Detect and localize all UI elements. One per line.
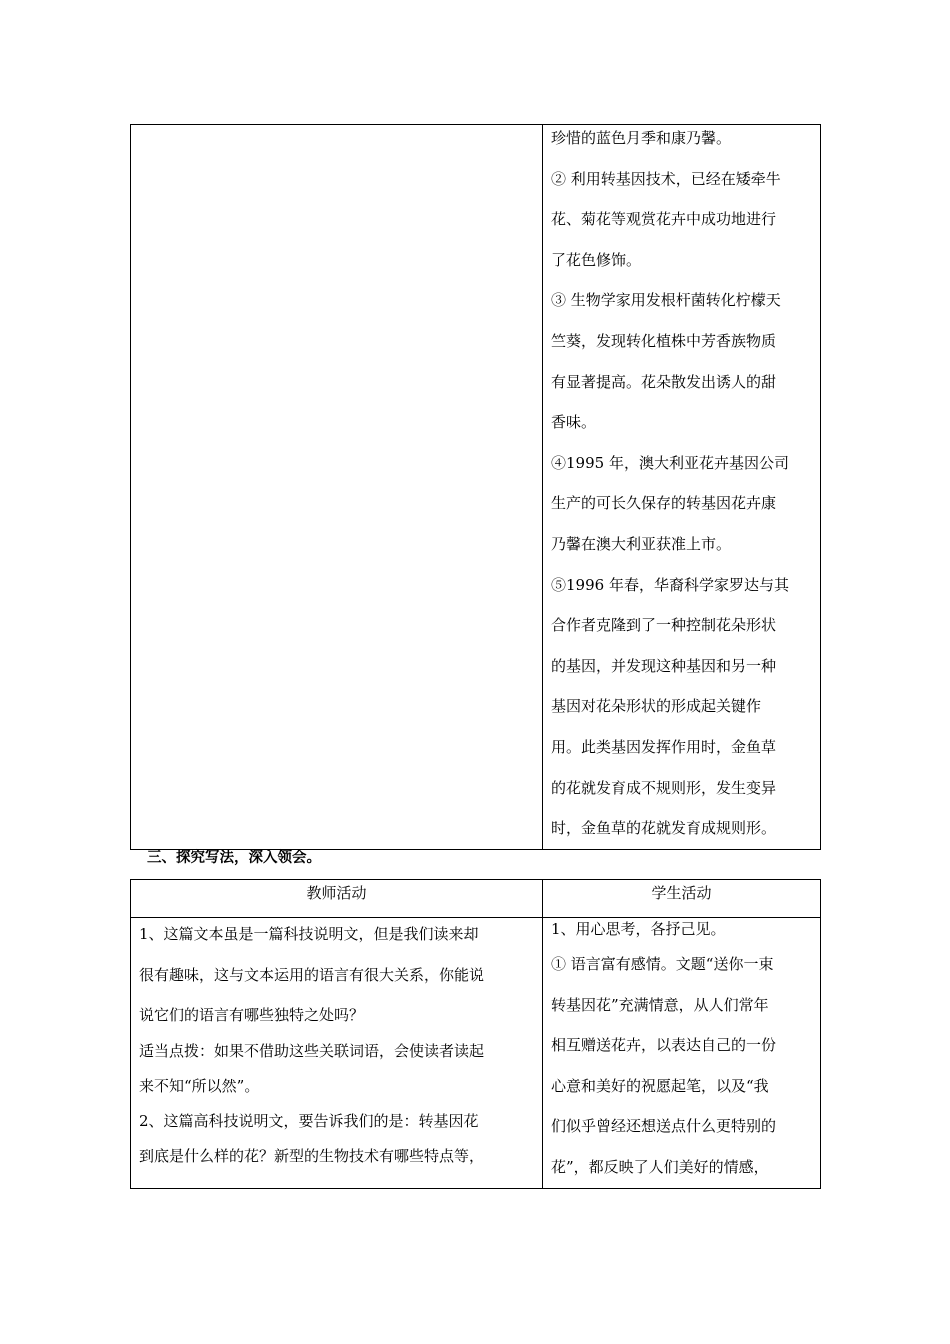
activity-table [130, 879, 821, 1189]
text-line: 很有趣味，这与文本运用的语言有很大关系，你能说 [139, 965, 485, 984]
text-line: ① 语言富有感情。文题“送你一束 [551, 955, 774, 973]
text-line: 生产的可长久保存的转基因花卉康 [551, 494, 777, 513]
text-line: 1、这篇文本虽是一篇科技说明文，但是我们读来却 [139, 925, 479, 943]
student-activity-cell [543, 125, 821, 850]
text-line: 花”，都反映了人们美好的情感， [551, 1157, 769, 1176]
teacher-activity-cell [131, 125, 543, 850]
text-line: 转基因花”充满情意，从人们常年 [551, 995, 769, 1014]
text-line: 竺葵，发现转化植株中芳香族物质 [551, 331, 777, 350]
text-line: 说它们的语言有哪些独特之处吗？ [139, 1006, 365, 1025]
text-line: 时，金鱼草的花就发育成规则形。 [551, 819, 777, 838]
text-line: 合作者克隆到了一种控制花朵形状 [551, 616, 777, 635]
text-line: 适当点拨：如果不借助这些关联词语，会使读者读起 [139, 1041, 485, 1060]
text-line: 1、用心思考，各抒己见。 [551, 920, 726, 938]
teacher-activity-header: 教师活动 [131, 880, 543, 918]
text-line: 有显著提高。花朵散发出诱人的甜 [551, 372, 777, 391]
text-line: 心意和美好的祝愿起笔，以及“我 [551, 1076, 769, 1095]
text-line: 到底是什么样的花？新型的生物技术有哪些特点等， [139, 1147, 485, 1166]
text-line: 珍惜的蓝色月季和康乃馨。 [551, 129, 732, 147]
text-line: 了花色修饰。 [551, 250, 642, 269]
text-line: 相互赠送花卉，以表达自己的一份 [551, 1036, 777, 1055]
text-line: 的基因，并发现这种基因和另一种 [551, 656, 777, 675]
text-line: 2、这篇高科技说明文，要告诉我们的是：转基因花 [139, 1112, 479, 1131]
teacher-activity-cell [131, 918, 543, 1189]
student-activity-cell [543, 918, 821, 1189]
text-line: ④1995 年，澳大利亚花卉基因公司 [551, 453, 789, 472]
text-line: 们似乎曾经还想送点什么更特别的 [551, 1117, 777, 1136]
text-line: ⑤1996 年春，华裔科学家罗达与其 [551, 575, 789, 594]
text-line: 基因对花朵形状的形成起关键作 [551, 697, 762, 716]
student-activity-header: 学生活动 [543, 880, 821, 918]
text-line: 用。此类基因发挥作用时，金鱼草 [551, 737, 777, 756]
text-line: ② 利用转基因技术，已经在矮牵牛 [551, 169, 781, 188]
text-line: 乃馨在澳大利亚获准上市。 [551, 534, 732, 553]
text-line: 香味。 [551, 413, 597, 432]
section-heading: 三、探究写法，深入领会。 [147, 849, 321, 866]
text-line: ③ 生物学家用发根杆菌转化柠檬天 [551, 291, 781, 310]
activity-table-continued [130, 124, 821, 850]
text-line: 花、菊花等观赏花卉中成功地进行 [551, 210, 777, 229]
text-line: 来不知“所以然”。 [139, 1076, 260, 1095]
text-line: 的花就发育成不规则形，发生变异 [551, 778, 777, 797]
